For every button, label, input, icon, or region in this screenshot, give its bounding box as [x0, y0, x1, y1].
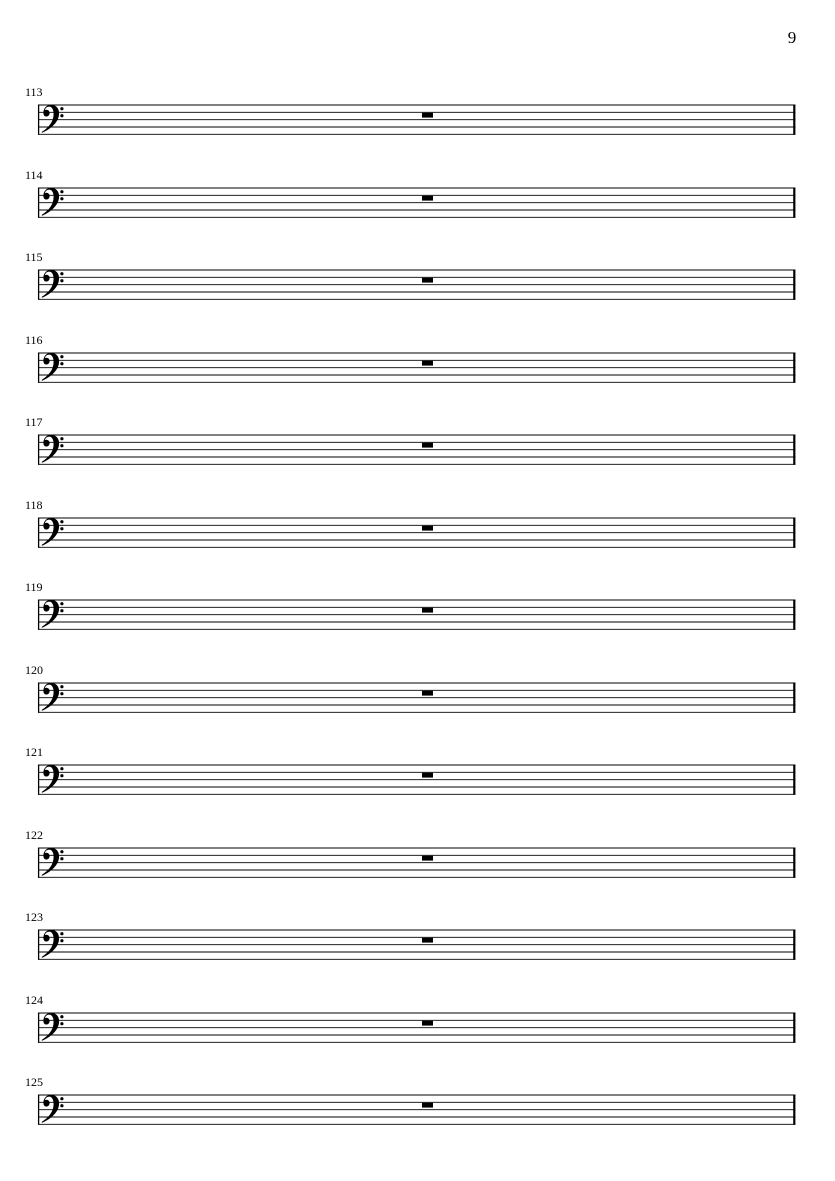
measure-number: 123: [25, 910, 43, 924]
bass-clef-icon: [42, 517, 64, 545]
staff-lines: [38, 600, 796, 629]
page-number: 9: [787, 28, 797, 47]
staff: [36, 431, 796, 471]
whole-rest-icon: [422, 525, 433, 530]
measure-number: 119: [25, 580, 43, 594]
measure-number: 120: [25, 662, 43, 677]
staff-system: [0, 334, 835, 404]
staff-system: [0, 416, 835, 486]
staff: [36, 679, 796, 719]
bass-clef-icon: [42, 765, 64, 793]
whole-rest-icon: [422, 278, 433, 283]
staff: [36, 101, 796, 141]
staff-lines: [38, 518, 796, 547]
staff-lines: [38, 435, 796, 464]
bass-clef-icon: [42, 352, 64, 380]
staff-lines: [38, 930, 796, 959]
staff-lines: [38, 848, 796, 877]
staff-lines: [38, 188, 796, 217]
bass-clef-icon: [42, 435, 64, 463]
staff-lines: [38, 105, 796, 134]
staff: [36, 1091, 796, 1131]
whole-rest-icon: [422, 608, 433, 613]
staff: [36, 266, 796, 306]
whole-rest-icon: [422, 443, 433, 448]
staff-system: [0, 169, 835, 239]
staff-system: [0, 911, 835, 981]
staff-system: [0, 86, 835, 156]
whole-rest-icon: [422, 1103, 433, 1108]
measure-number: 114: [25, 167, 43, 182]
measure-number: 116: [25, 332, 43, 347]
staff: [36, 184, 796, 224]
measure-number: 121: [25, 745, 43, 759]
staff-system: [0, 746, 835, 816]
whole-rest-icon: [422, 855, 433, 860]
bass-clef-icon: [42, 682, 64, 710]
staff-system: [0, 664, 835, 734]
staff-system: [0, 1076, 835, 1146]
bass-clef-icon: [42, 1095, 64, 1123]
bass-clef-icon: [42, 930, 64, 958]
bass-clef-icon: [42, 187, 64, 215]
staff-lines: [38, 270, 796, 299]
whole-rest-icon: [422, 195, 433, 200]
staff-lines: [38, 1013, 796, 1042]
staff-lines: [38, 683, 796, 712]
measure-number: 125: [25, 1075, 43, 1089]
whole-rest-icon: [422, 113, 433, 118]
bass-clef-icon: [42, 847, 64, 875]
measure-number: 124: [25, 992, 43, 1007]
staff-lines: [38, 1095, 796, 1124]
bass-clef-icon: [42, 600, 64, 628]
whole-rest-icon: [422, 938, 433, 943]
staff: [36, 761, 796, 801]
staff-system: [0, 251, 835, 321]
bass-clef-icon: [42, 105, 64, 133]
bass-clef-icon: [42, 1012, 64, 1040]
measure-number: 118: [25, 497, 43, 512]
staff: [36, 1009, 796, 1049]
measure-number: 122: [25, 827, 43, 842]
whole-rest-icon: [422, 1020, 433, 1025]
measure-number: 117: [25, 415, 43, 429]
staff: [36, 844, 796, 884]
staff-lines: [38, 353, 796, 382]
staff: [36, 514, 796, 554]
whole-rest-icon: [422, 360, 433, 365]
staff-system: [0, 994, 835, 1064]
staff-system: [0, 499, 835, 569]
staff-lines: [38, 765, 796, 794]
whole-rest-icon: [422, 773, 433, 778]
staff: [36, 596, 796, 636]
bass-clef-icon: [42, 270, 64, 298]
staff-system: [0, 581, 835, 651]
staff: [36, 349, 796, 389]
measure-number: 113: [25, 85, 43, 99]
whole-rest-icon: [422, 690, 433, 695]
staff: [36, 926, 796, 966]
measure-number: 115: [25, 250, 43, 264]
staff-system: [0, 829, 835, 899]
